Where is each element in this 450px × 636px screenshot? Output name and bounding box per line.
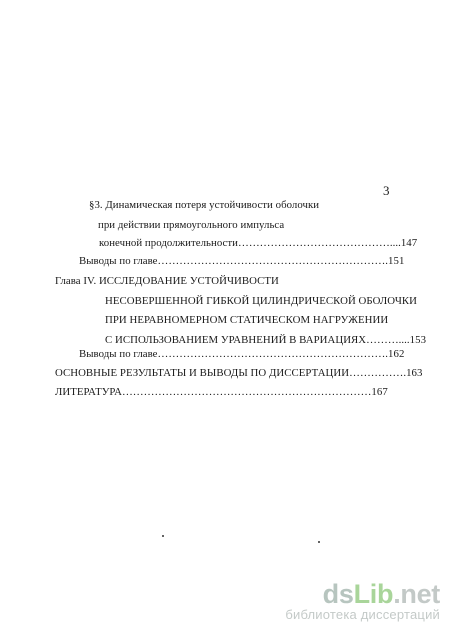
toc-chapter-heading: Глава IV. ИССЛЕДОВАНИЕ УСТОЙЧИВОСТИ xyxy=(55,275,279,287)
watermark xyxy=(285,580,440,622)
toc-conclusions-entry: Выводы по главе……………………………………………………….151 xyxy=(79,255,405,267)
toc-chapter-entry: С ИСПОЛЬЗОВАНИЕМ УРАВНЕНИЙ В ВАРИАЦИЯХ………....153 xyxy=(105,334,427,346)
watermark-logo xyxy=(285,580,440,608)
watermark-subtitle: библиотека диссертаций xyxy=(285,607,440,622)
scan-speck xyxy=(162,535,164,537)
toc-section-entry: конечной продолжительности……………………………………....147 xyxy=(99,237,418,249)
toc-chapter-heading-continued: ПРИ НЕРАВНОМЕРНОМ СТАТИЧЕСКОМ НАГРУЖЕНИИ xyxy=(105,314,389,326)
scan-speck xyxy=(318,541,320,543)
watermark-logo-net: .net xyxy=(393,579,440,609)
toc-results-entry: ОСНОВНЫЕ РЕЗУЛЬТАТЫ И ВЫВОДЫ ПО ДИССЕРТАЦИИ…………….163 xyxy=(55,367,423,379)
toc-section-heading-continued: при действии прямоугольного импульса xyxy=(98,219,285,231)
watermark-logo-ds: ds xyxy=(322,579,354,609)
toc-conclusions-entry: Выводы по главе……………………………………………………….162 xyxy=(79,348,405,360)
toc-chapter-heading-continued: НЕСОВЕРШЕННОЙ ГИБКОЙ ЦИЛИНДРИЧЕСКОЙ ОБОЛОЧКИ xyxy=(105,295,417,307)
watermark-logo-lib: Lib xyxy=(353,579,394,609)
toc-literature-entry: ЛИТЕРАТУРА……………………………………………………………167 xyxy=(55,386,388,398)
toc-section-heading: §3. Динамическая потеря устойчивости оболочки xyxy=(89,199,320,211)
page-number: 3 xyxy=(383,183,390,198)
